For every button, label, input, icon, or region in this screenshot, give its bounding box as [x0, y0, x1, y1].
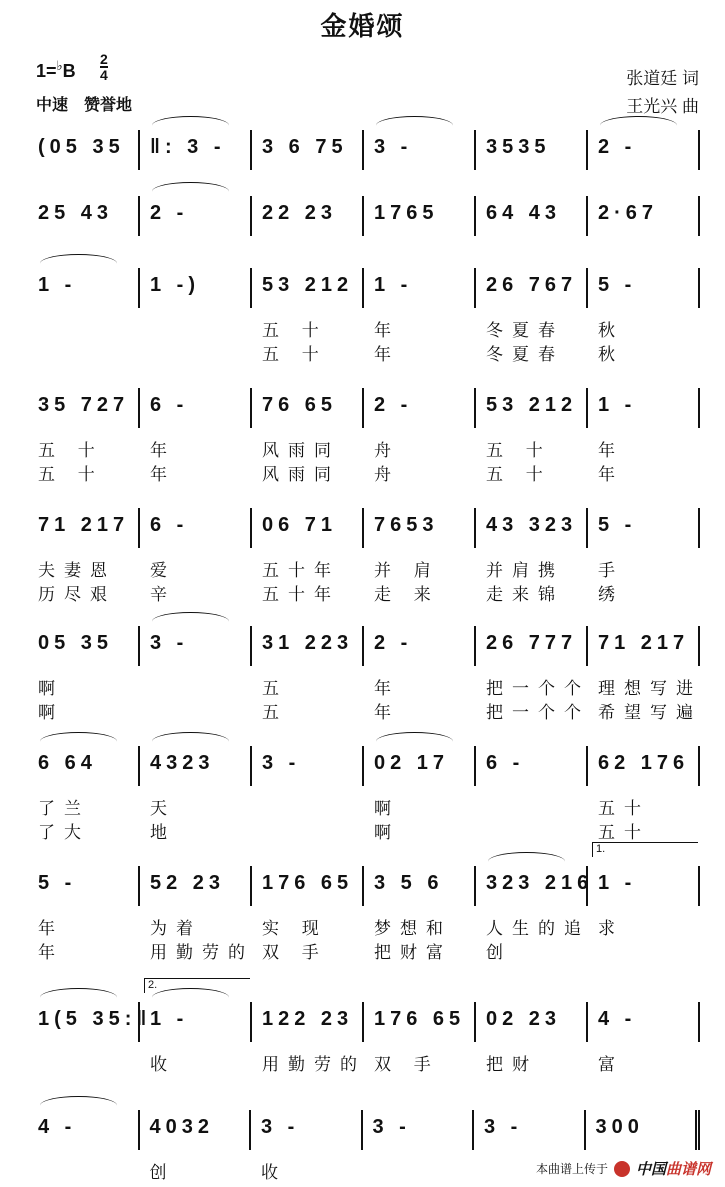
notes: 6 -: [150, 514, 189, 536]
lyric-l1: 年: [374, 321, 400, 340]
measure: [476, 508, 588, 604]
measure: [140, 268, 252, 308]
notes: 1 -: [38, 274, 77, 296]
notes: 76 65: [262, 394, 338, 416]
meter-top: 2: [100, 51, 108, 67]
measure: [140, 979, 252, 1074]
score-row: [28, 388, 700, 484]
notes: 6 -: [150, 394, 189, 416]
notes: 31 223: [262, 632, 354, 654]
measure: [140, 746, 252, 842]
lyric-l1: 爱: [150, 561, 176, 580]
flat-sign: ♭: [56, 58, 63, 73]
notes: 3 -: [262, 752, 301, 774]
measure: [140, 626, 252, 666]
measure: [588, 268, 700, 364]
lyric-l2: 年: [150, 465, 176, 484]
measure: [28, 268, 140, 308]
lyric-l1: 五 十: [262, 321, 328, 340]
measure: [28, 626, 140, 722]
slur: [152, 116, 229, 135]
lyric-l2: 五 十: [486, 465, 552, 484]
notes: 02 17: [374, 752, 450, 774]
notes: 3 -: [372, 1116, 411, 1138]
notes: 1 -: [598, 872, 637, 894]
lyric-l2: 舟: [374, 465, 400, 484]
lyric-l1: 五 十: [486, 441, 552, 460]
measure: [28, 130, 140, 170]
lyric-l1: 人生的追: [486, 919, 590, 938]
notes: (05 35: [38, 136, 125, 158]
key-signature: [36, 58, 76, 82]
lyric-l2: 辛: [150, 585, 176, 604]
notes: 4 -: [38, 1116, 77, 1138]
notes: 5 -: [598, 274, 637, 296]
lyric-l2: 把一个个: [486, 703, 590, 722]
measure: [364, 746, 476, 842]
lyric-l1: 收: [261, 1163, 287, 1182]
score-row: [28, 268, 700, 364]
notes: 05 35: [38, 632, 114, 654]
slur: [376, 732, 453, 751]
measure: [476, 130, 588, 170]
lyric-l1: 双 手: [374, 1055, 440, 1074]
measure: [252, 388, 364, 484]
lyric-l2: 五 十: [262, 345, 328, 364]
lyric-l2: 创: [486, 943, 512, 962]
notes: 176 65: [262, 872, 354, 894]
measure: [28, 388, 140, 484]
lyric-l2: 年: [38, 943, 64, 962]
lyric-l2: 把财富: [374, 943, 452, 962]
measure: [140, 196, 252, 236]
measure: [588, 1002, 700, 1074]
song-title: 金婚颂: [320, 11, 405, 41]
score-row: [28, 979, 700, 1074]
measure: [476, 746, 588, 786]
upload-note: 本曲谱上传于: [535, 1162, 608, 1176]
lyric-l2: 五: [262, 703, 288, 722]
measure: [363, 1110, 475, 1150]
notes: 1765: [374, 202, 439, 224]
notes: 1 -: [374, 274, 413, 296]
measure: [588, 196, 700, 236]
notes: 26 777: [486, 632, 578, 654]
notes: 4323: [150, 752, 215, 774]
notes: 53 212: [486, 394, 578, 416]
measure: [252, 746, 364, 786]
notes: 52 23: [150, 872, 226, 894]
notes: 53 212: [262, 274, 354, 296]
measure: [28, 746, 140, 842]
notes: 3 -: [374, 136, 413, 158]
notes: 1 -): [150, 274, 200, 296]
lyric-l1: 天: [150, 799, 176, 818]
measure: [364, 866, 476, 962]
volta-bracket: 2.: [144, 978, 250, 993]
measure: [140, 1110, 252, 1182]
measure: [28, 508, 140, 604]
measure: [364, 388, 476, 484]
measure: [588, 388, 700, 484]
notes: 2 -: [598, 136, 637, 158]
time-signature: [100, 52, 108, 82]
measure: [140, 866, 254, 962]
notes: 3 -: [150, 632, 189, 654]
lyric-l1: 年: [38, 919, 64, 938]
notes: 35 727: [38, 394, 130, 416]
notes: 2·67: [598, 202, 659, 224]
lyric-l1: 手: [598, 561, 624, 580]
measure: [588, 508, 700, 604]
notes: 2 -: [150, 202, 189, 224]
key-base: 1=: [36, 61, 57, 81]
notes: 4 -: [598, 1008, 637, 1030]
lyric-l1: 五: [262, 679, 288, 698]
notes: 122 23: [262, 1008, 354, 1030]
lyric-l2: 啊: [38, 703, 64, 722]
lyric-l1: 年: [150, 441, 176, 460]
slur: [40, 732, 117, 751]
notes: 2 -: [374, 632, 413, 654]
notes: 25 43: [38, 202, 114, 224]
score-row: [28, 746, 700, 842]
measure: [476, 866, 594, 962]
measure: [252, 626, 364, 722]
measure: [252, 866, 364, 962]
notes: 26 767: [486, 274, 578, 296]
slur: [152, 732, 229, 751]
lyric-l1: 用勤劳的: [262, 1055, 366, 1074]
slur: [40, 1096, 117, 1115]
lyric-l2: 走 来: [374, 585, 440, 604]
slur: [152, 182, 229, 201]
notes: 22 23: [262, 202, 338, 224]
lyric-l2: 双 手: [262, 943, 328, 962]
logo-text-b: 曲谱网: [665, 1161, 711, 1178]
measure: [476, 626, 590, 722]
notes: 71 217: [38, 514, 130, 536]
lyric-l1: 风雨同: [262, 441, 340, 460]
lyric-l1: 创: [149, 1163, 176, 1182]
lyric-l1: 五十年: [262, 561, 340, 580]
composer-credit: 王光兴 曲: [626, 97, 699, 116]
notes: 7653: [374, 514, 439, 536]
lyric-l2: 年: [598, 465, 624, 484]
measure: [588, 843, 700, 938]
lyric-l1: 了兰: [38, 799, 90, 818]
lyric-l2: 秋: [598, 345, 624, 364]
notes: 3 -: [261, 1116, 300, 1138]
score-row: [28, 626, 702, 722]
lyric-l1: 富: [598, 1055, 624, 1074]
notes: 3 5 6: [374, 872, 444, 894]
measure: [588, 746, 700, 842]
notes: 6 64: [38, 752, 97, 774]
lyric-l2: 冬夏春: [486, 345, 564, 364]
notes: 323 216: [486, 872, 594, 894]
notes: 1(5 35:‖: [38, 1008, 152, 1030]
lyric-l1: 并肩携: [486, 561, 564, 580]
lyric-l1: 年: [598, 441, 624, 460]
notes: 4032: [149, 1116, 214, 1138]
slur: [40, 988, 117, 1007]
meter-bottom: 4: [100, 67, 108, 83]
measure: [140, 388, 252, 484]
measure: [588, 130, 700, 170]
measure: [476, 1002, 588, 1074]
site-logo-icon: [614, 1161, 630, 1177]
measure: [252, 196, 364, 236]
measure: [252, 508, 364, 604]
measure: [364, 626, 476, 722]
notes: 3 6 75: [262, 136, 348, 158]
notes: 64 43: [486, 202, 562, 224]
measure: [28, 1002, 152, 1042]
lyric-l1: 并 肩: [374, 561, 440, 580]
volta-bracket: 1.: [592, 842, 698, 857]
notes: 300: [595, 1116, 644, 1138]
lyric-l2: 希望写遍: [598, 703, 702, 722]
measure: [476, 196, 588, 236]
footer: [536, 1158, 711, 1179]
lyric-l2: 走来锦: [486, 585, 564, 604]
lyric-l2: 五 十: [38, 465, 104, 484]
notes: 3 -: [484, 1116, 523, 1138]
lyric-l2: 五十年: [262, 585, 340, 604]
lyric-l1: 秋: [598, 321, 624, 340]
notes: 6 -: [486, 752, 525, 774]
measure: [364, 508, 476, 604]
notes: 62 176: [598, 752, 690, 774]
score-row: [28, 843, 700, 962]
lyric-l1: 啊: [374, 799, 400, 818]
measure: [140, 130, 252, 170]
measure: [252, 1002, 366, 1074]
slur: [600, 116, 677, 135]
lyric-l1: 梦想和: [374, 919, 452, 938]
notes: 5 -: [598, 514, 637, 536]
slur: [376, 116, 453, 135]
measure: [476, 388, 588, 484]
notes: 06 71: [262, 514, 338, 536]
measure: [364, 1002, 476, 1074]
logo-text-a: 中国: [635, 1161, 666, 1178]
lyric-l1: 为着: [150, 919, 202, 938]
lyric-l2: 年: [374, 703, 400, 722]
notes: 3535: [486, 136, 551, 158]
key-note: B: [62, 61, 76, 81]
lyric-l2: 风雨同: [262, 465, 340, 484]
notes: 1 -: [150, 1008, 189, 1030]
lyric-l1: 理想写进: [598, 679, 702, 698]
measure: [28, 866, 140, 962]
notes: 176 65: [374, 1008, 466, 1030]
lyric-l2: 历尽艰: [38, 585, 116, 604]
measure: [586, 1110, 701, 1150]
measure: [476, 268, 588, 364]
score-row: [28, 196, 700, 236]
notes: 5 -: [38, 872, 77, 894]
lyric-l1: 把财: [486, 1055, 538, 1074]
lyric-l1: 把一个个: [486, 679, 590, 698]
tempo-marking: 中速 赞誉地: [36, 97, 133, 114]
lyric-l1: 实 现: [262, 919, 328, 938]
lyric-l1: 啊: [38, 679, 64, 698]
notes: 43 323: [486, 514, 578, 536]
slur: [40, 254, 117, 273]
measure: [474, 1110, 586, 1150]
lyric-l2: 绣: [598, 585, 624, 604]
lyric-l1: 年: [374, 679, 400, 698]
score-row: [28, 130, 700, 170]
measure: [364, 196, 476, 236]
site-logo[interactable]: [636, 1158, 711, 1179]
lyricist-credit: 张道廷 词: [626, 69, 699, 88]
notes: 1 -: [598, 394, 637, 416]
notes: 02 23: [486, 1008, 562, 1030]
lyric-l2: 了大: [38, 823, 90, 842]
measure: [28, 196, 140, 236]
measure: [28, 1110, 140, 1150]
measure: [364, 130, 476, 170]
lyric-l1: 收: [150, 1055, 176, 1074]
lyric-l1: 五十: [598, 799, 650, 818]
measure: [251, 1110, 363, 1182]
lyric-l2: 五十: [598, 823, 650, 842]
lyric-l2: 啊: [374, 823, 400, 842]
lyric-l2: 用勤劳的: [150, 943, 254, 962]
measure: [588, 626, 702, 722]
slur: [488, 852, 565, 871]
score-row: [28, 508, 700, 604]
lyric-l1: 舟: [374, 441, 400, 460]
measure: [140, 508, 252, 604]
lyric-l2: 地: [150, 823, 176, 842]
measure: [252, 130, 364, 170]
lyric-l1: 求: [598, 919, 624, 938]
notes: ‖: 3 -: [150, 136, 226, 158]
notes: 2 -: [374, 394, 413, 416]
lyric-l1: 五 十: [38, 441, 104, 460]
measure: [252, 268, 364, 364]
slur: [152, 612, 229, 631]
lyric-l1: 夫妻恩: [38, 561, 116, 580]
measure: [364, 268, 476, 364]
lyric-l2: 年: [374, 345, 400, 364]
notes: 71 217: [598, 632, 690, 654]
lyric-l1: 冬夏春: [486, 321, 564, 340]
